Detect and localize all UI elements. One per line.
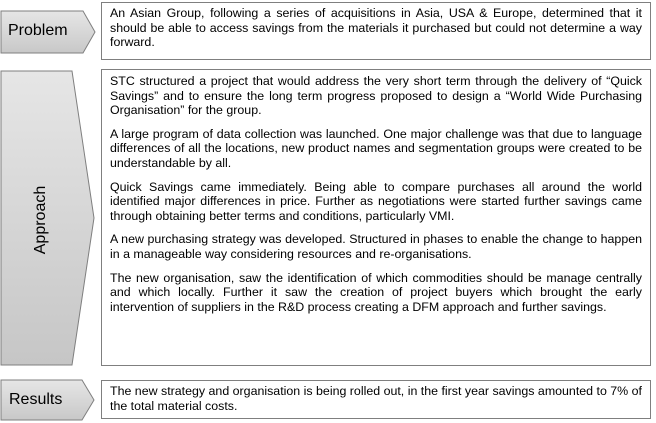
problem-label: Problem [8,22,68,39]
approach-arrow-shape [0,70,100,370]
results-box [101,380,651,419]
results-text: The new strategy and organisation is being rolled out, in the first year savings amounted to 7% of the total material costs. [110,384,642,413]
approach-paragraph: A new purchasing strategy was developed. Structured in phases to enable the change to happen in a manageable way considering resources and re-organisations. [110,232,642,261]
approach-paragraph: Quick Savings came immediately. Being able to compare purchases all around the world identified major differences in price. Further as negotiations were started further savings came through obtaining better terms and conditions, particularly VMI. [110,179,642,223]
approach-paragraph: The new organisation, saw the identification of which commodities should be manage centrally and which locally. Further it saw the creation of project buyers which brought the early intervention of suppliers in the R&D process creating a DFM approach and further savings. [110,270,642,314]
problem-text: An Asian Group, following a series of acquisitions in Asia, USA & Europe, determined that it should be able to access savings from the materials it purchased but could not determine a way forward. [110,6,642,50]
results-label: Results [9,391,63,408]
problem-box [101,2,651,60]
approach-box [101,69,651,366]
approach-paragraph: A large program of data collection was launched. One major challenge was that due to language differences of all the locations, new product names and segmentation groups were created to be understandable by all. [110,126,642,170]
approach-label: Approach [32,185,49,255]
approach-paragraph: STC structured a project that would address the very short term through the delivery of “Quick Savings” and to ensure the long term progress proposed to design a “World Wide Purchasing Organisation” for the group. [110,74,642,118]
